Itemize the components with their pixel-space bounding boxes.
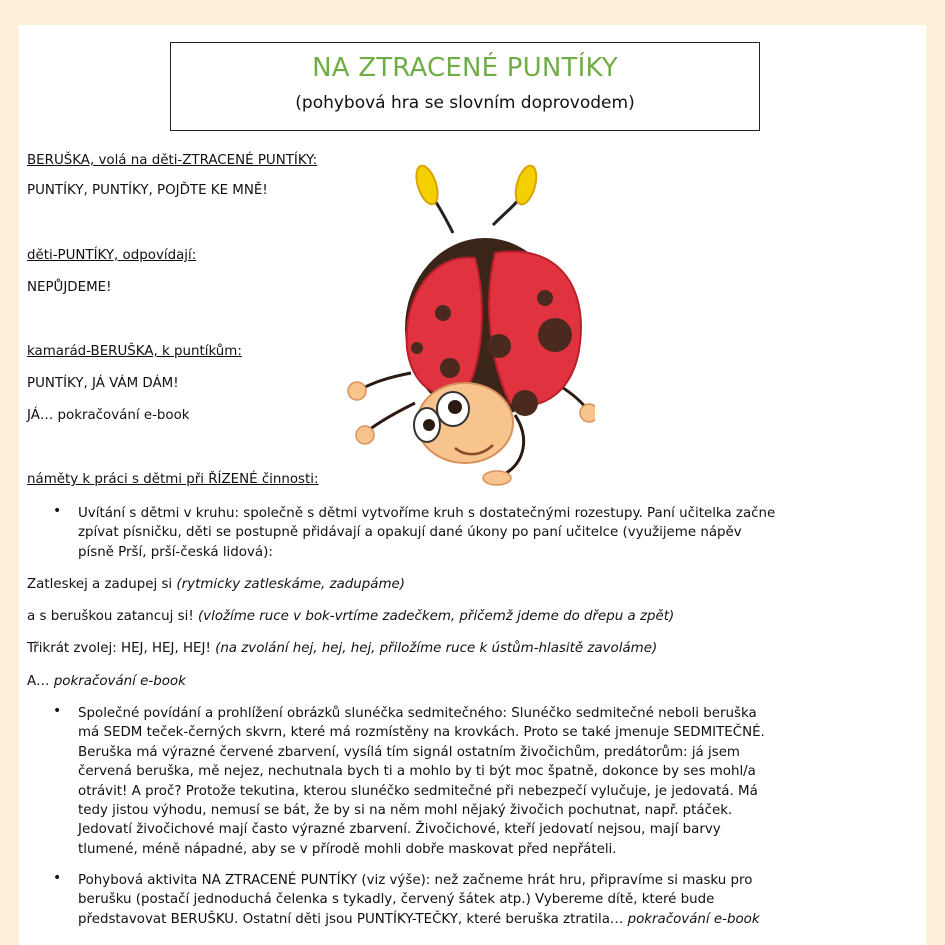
line-beruska-call: PUNTÍKY, PUNTÍKY, POJĎTE KE MNĚ! bbox=[27, 183, 268, 198]
verse-line-4 bbox=[27, 673, 186, 691]
document-page bbox=[19, 25, 926, 945]
bullet-marker: • bbox=[53, 703, 62, 719]
bullet-marker: • bbox=[53, 870, 62, 886]
verse-line-3 bbox=[27, 640, 657, 658]
verse-line-1 bbox=[27, 576, 405, 594]
title-box bbox=[170, 42, 760, 131]
verse-text: a s beruškou zatancuj si! bbox=[27, 609, 198, 624]
verse-instruction: (vložíme ruce v bok-vrtíme zadečkem, přičemž jdeme do dřepu a zpět) bbox=[197, 609, 675, 624]
verse-text: Třikrát zvolej: HEJ, HEJ, HEJ! bbox=[27, 641, 216, 656]
activity-text: Pohybová aktivita NA ZTRACENÉ PUNTÍKY (viz výše): než začneme hrát hru, připravíme si masku pro berušku (postačí jednoduchá čelenka s tykadly, červený šátek atp.) Vybereme dítě, které bude představovat BERUŠKU. Ostatní děti jsou PUNTÍKY-TEČKY, které beruška ztratila… bbox=[78, 873, 753, 927]
antenna-tip bbox=[512, 163, 540, 206]
bullet-paragraph-ladybug-facts: Společné povídání a prohlížení obrázků slunéčka sedmitečného: Slunéčko sedmitečné neboli beruška má SEDM teček-černých skvrn, které má rozmístěny na krovkách. Proto se také jmenuje SEDMITEČNÉ. Beruška má výrazné červené zbarvení, vysílá tím signál ostatním živočichům, predátorům: já jsem červená beruška, mě nejez, nechutnala bych ti a mohlo by ti být moc špatně, dokonce by ses mohl/a otrávit! A proč? Protože tekutina, kterou slunéčko sedmitečné při nebezpečí vylučuje, je jedovatá. Má tedy jistou výhodu, nemusí se bát, že by si na něm mohl nějaký živočich pochutnat, např. ptáček. Jedovatí živočichové mají často výrazné zbarvení. Živočichové, kteří jedovatí nejsou, mají barvy tlumené, méně nápadné, aby se v přírodě mohli dobře maskovat před nepřáteli. bbox=[78, 706, 765, 857]
verse-instruction: (na zvolání hej, hej, hej, přiložíme ruce k ústům-hlasitě zavoláme) bbox=[215, 641, 658, 656]
verse-instruction: pokračování e-book bbox=[53, 674, 186, 689]
line-ebook-note: JÁ… pokračování e-book bbox=[27, 408, 190, 423]
bullet-paragraph-activity bbox=[78, 871, 778, 929]
line-kamarad-heading: kamarád-BERUŠKA, k puntíkům: bbox=[27, 344, 242, 359]
verse-line-2 bbox=[27, 608, 674, 626]
page-title: NA ZTRACENÉ PUNTÍKY bbox=[312, 53, 618, 83]
verse-text: A… bbox=[27, 674, 54, 689]
page-subtitle: (pohybová hra se slovním doprovodem) bbox=[295, 93, 635, 113]
line-beruska-heading: BERUŠKA, volá na děti-ZTRACENÉ PUNTÍKY: bbox=[27, 153, 318, 168]
section-heading: náměty k práci s dětmi při ŘÍZENÉ činnosti: bbox=[27, 472, 319, 487]
activity-ebook-note: pokračování e-book bbox=[627, 911, 760, 927]
line-kamarad-call: PUNTÍKY, JÁ VÁM DÁM! bbox=[27, 376, 179, 391]
verse-text: Zatleskej a zadupej si bbox=[27, 577, 177, 592]
verse-instruction: (rytmicky zatleskáme, zadupáme) bbox=[176, 577, 405, 592]
line-deti-heading: děti-PUNTÍKY, odpovídají: bbox=[27, 248, 197, 263]
ladybug-illustration bbox=[325, 163, 595, 488]
line-deti-answer: NEPŮJDEME! bbox=[27, 280, 112, 295]
bullet-paragraph-welcome: Uvítání s dětmi v kruhu: společně s dětmi vytvoříme kruh s dostatečnými rozestupy. Paní učitelka začne zpívat písničku, děti se postupně přidávají a opakují dané úkony po paní učitelce (využijeme nápěv písně Prší, prší-česká lidová): bbox=[78, 506, 776, 560]
antenna-tip bbox=[412, 163, 441, 207]
bullet-marker: • bbox=[53, 503, 62, 519]
